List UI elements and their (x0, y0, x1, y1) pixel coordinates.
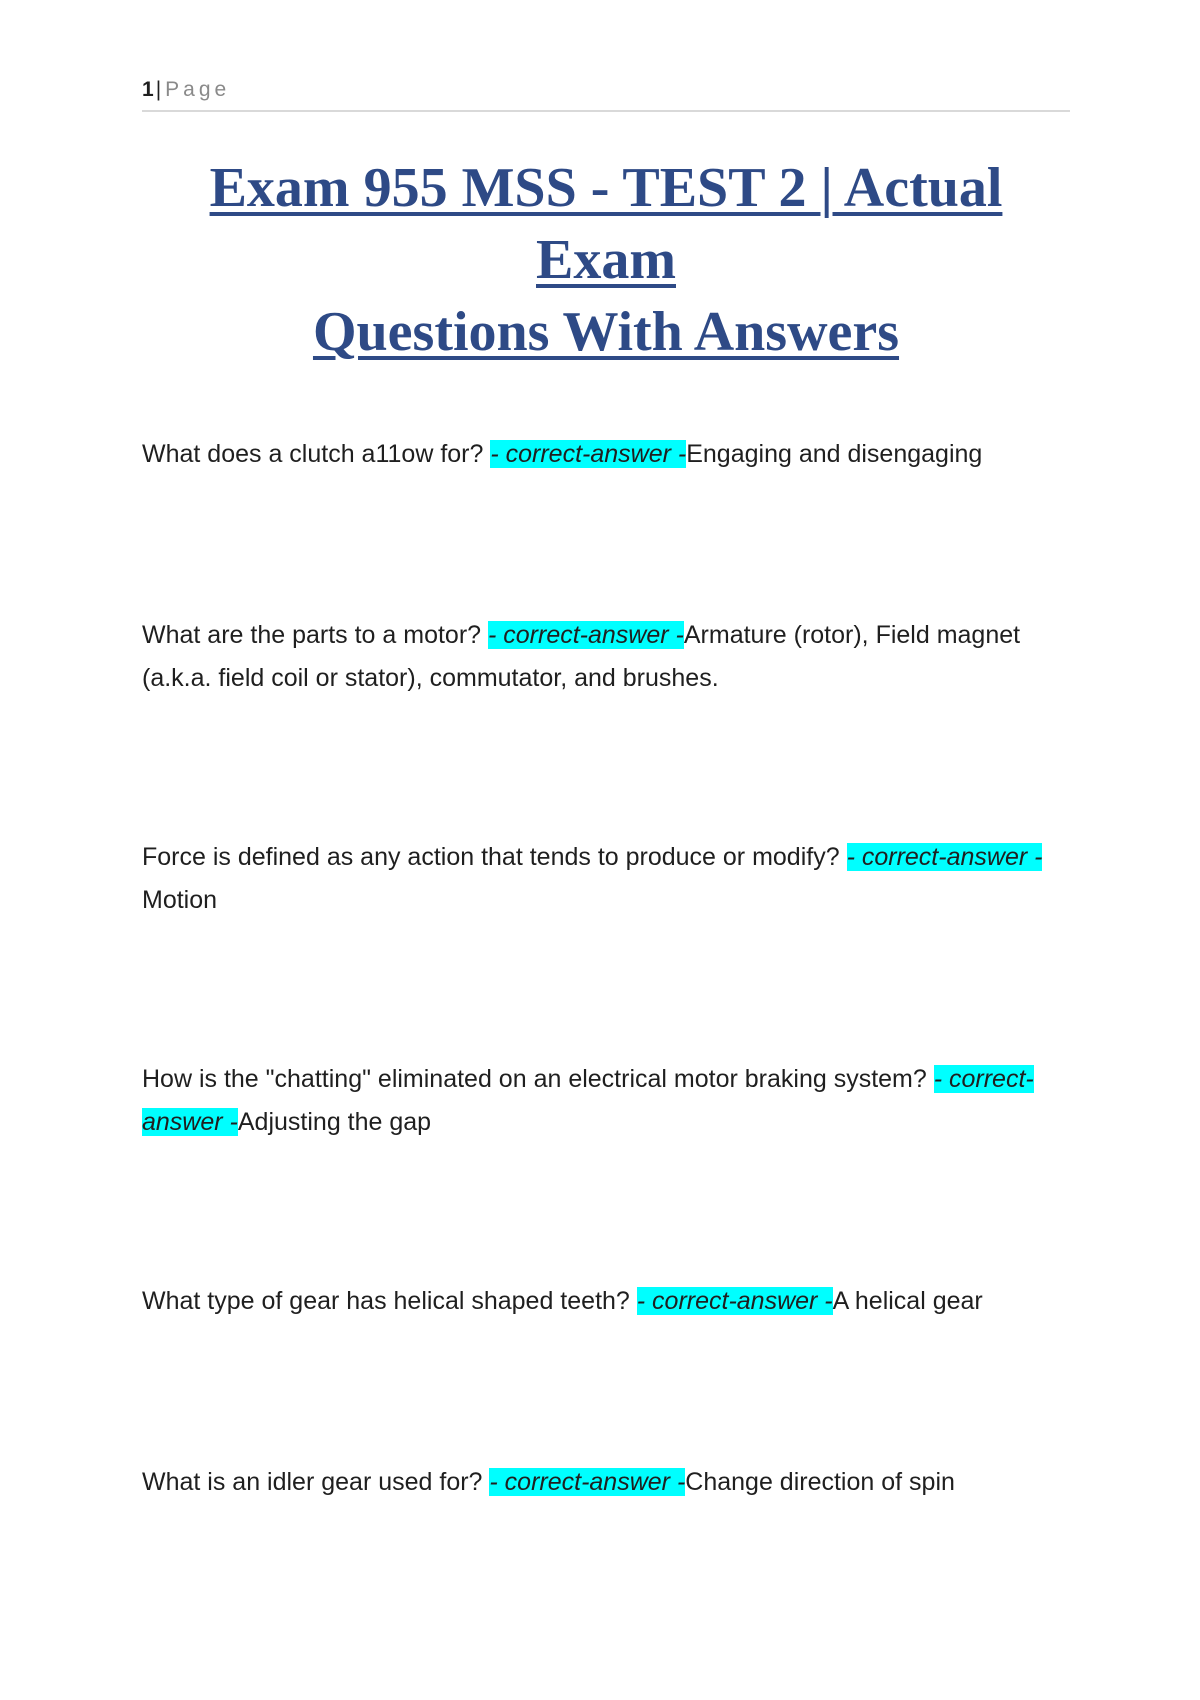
page-separator: | (155, 78, 162, 101)
question-text: How is the "chatting" eliminated on an electrical motor braking system? (142, 1065, 934, 1093)
page-number: 1 (142, 78, 154, 101)
question-text: What type of gear has helical shaped teeth? (142, 1287, 637, 1315)
correct-answer-marker: - correct-answer - (636, 1287, 833, 1315)
qa-item (142, 614, 1062, 700)
title-line-1: Exam 955 MSS - TEST 2 | Actual Exam (209, 157, 1003, 291)
title-line-2: Questions With Answers (312, 301, 900, 363)
answer-text: Armature (rotor), Field magnet (a.k.a. field coil or stator), commutator, and brushes. (142, 621, 1021, 692)
correct-answer-marker: - correct-answer - (488, 621, 684, 649)
answer-text: Adjusting the gap (237, 1108, 432, 1136)
qa-item (142, 1280, 1062, 1323)
question-text: What does a clutch a11ow for? (142, 440, 491, 468)
correct-answer-marker: - correct-answer - (490, 440, 687, 468)
question-text: Force is defined as any action that tends to produce or modify? (142, 843, 847, 871)
answer-text: A helical gear (832, 1287, 983, 1315)
correct-answer-marker: - correct-answer - (846, 843, 1043, 871)
answer-text: Engaging and disengaging (686, 440, 983, 468)
qa-item (142, 1058, 1062, 1144)
answer-text: Motion (142, 886, 218, 914)
question-text: What is an idler gear used for? (142, 1468, 490, 1496)
correct-answer-marker: - correct-answer - (489, 1468, 686, 1496)
correct-answer-marker: - correct-answer - (142, 1065, 1034, 1136)
document-title (142, 152, 1070, 368)
page-header (142, 78, 1070, 112)
answer-text: Change direction of spin (685, 1468, 955, 1496)
qa-item (142, 1461, 1062, 1504)
qa-item (142, 836, 1062, 922)
page-label: Page (165, 78, 231, 101)
question-text: What are the parts to a motor? (142, 621, 488, 649)
qa-item (142, 433, 1062, 476)
